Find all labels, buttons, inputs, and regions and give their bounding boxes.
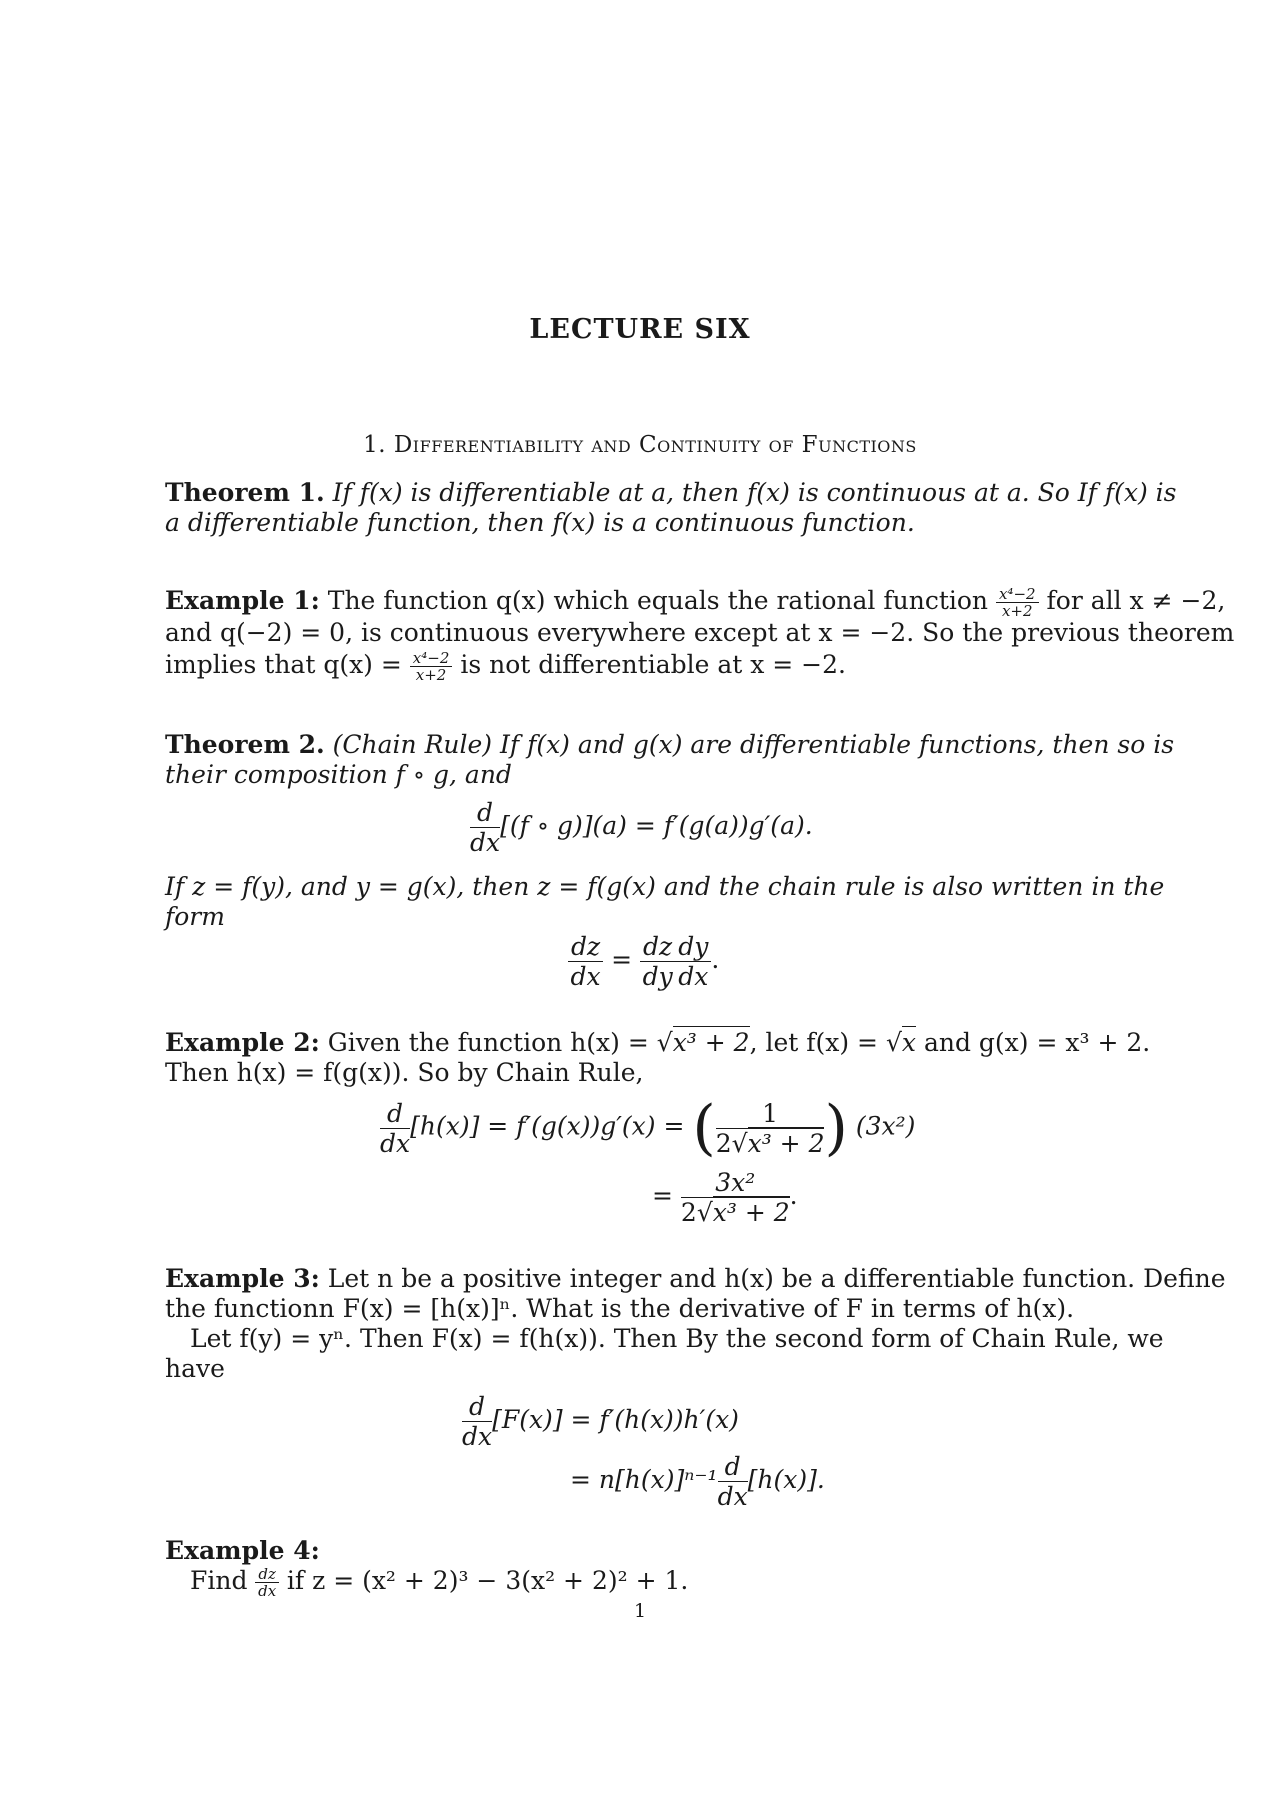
example-3-line-2: the functionn F(x) = [h(x)]ⁿ. What is the derivative of F in terms of h(x). — [165, 1294, 1075, 1323]
factor: (3x²) — [855, 1111, 916, 1141]
derivative-operator — [380, 1099, 410, 1158]
equation-rhs-a: = n[h(x)]ⁿ⁻¹ — [570, 1465, 718, 1494]
theorem-2-line-1 — [165, 730, 1174, 760]
example-1-fraction — [996, 586, 1039, 619]
derivative-operator — [470, 798, 500, 857]
d-numerator: d — [462, 1392, 492, 1422]
period: . — [789, 1181, 798, 1210]
example-4-label: Example 4: — [165, 1536, 320, 1565]
example-1-text-3b: is not differentiable at x = −2. — [460, 650, 846, 679]
theorem-2-label: Theorem 2. — [165, 730, 325, 759]
example-1-fraction-2 — [410, 650, 453, 683]
radicand: x³ + 2 — [712, 1198, 790, 1227]
equals-sign: = — [611, 945, 633, 974]
theorem-2-line-3: If z = f(y), and y = g(x), then z = f(g(x) and the chain rule is also written in the — [165, 872, 1165, 901]
equation-lhs: [h(x)] = f′(g(x))g′(x) = — [410, 1111, 685, 1141]
derivative-operator — [718, 1452, 748, 1511]
example-3-equation-1 — [462, 1392, 739, 1451]
example-2-line-2: Then h(x) = f(g(x)). So by Chain Rule, — [165, 1058, 644, 1087]
theorem-2-line-2: their composition f ∘ g, and — [165, 760, 512, 789]
example-3-equation-2 — [570, 1452, 825, 1511]
leibniz-chain-rule — [568, 932, 719, 991]
example-1-text-3a: implies that q(x) = — [165, 650, 402, 679]
d-numerator: d — [380, 1099, 410, 1129]
denominator: dx — [570, 962, 601, 991]
example-1-line-2: and q(−2) = 0, is continuous everywhere except at x = −2. So the previous theorem — [165, 618, 1235, 647]
fraction-numerator: x⁴−2 — [410, 650, 453, 667]
dx-denominator: dx — [380, 1128, 411, 1158]
dz-dx-fraction — [255, 1566, 279, 1599]
theorem-1-text-1: If f(x) is differentiable at a, then f(x) is continuous at a. So If f(x) is — [332, 478, 1177, 507]
fraction-denominator: x+2 — [415, 666, 447, 684]
theorem-2-text-1: (Chain Rule) If f(x) and g(x) are differentiable functions, then so is — [332, 730, 1175, 759]
right-paren: ) — [824, 1093, 848, 1163]
sqrt-symbol-2: √ — [885, 1028, 902, 1057]
numerator: 3x² — [681, 1168, 790, 1198]
chain-rule-equation — [470, 798, 813, 857]
example-2-text-1c: and g(x) = x³ + 2. — [923, 1028, 1151, 1057]
denominator: 2√x³ + 2 — [715, 1128, 825, 1158]
reciprocal-sqrt-fraction — [716, 1099, 825, 1158]
example-3-line-3: Let f(y) = yⁿ. Then F(x) = f(h(x)). Then By the second form of Chain Rule, we — [190, 1324, 1164, 1353]
denominator: dy — [642, 962, 673, 991]
derivative-operator — [462, 1392, 492, 1451]
numerator: dz — [568, 932, 603, 962]
chain-rule-rhs: [(f ∘ g)](a) = f′(g(a))g′(a). — [500, 811, 813, 840]
equals-sign: = — [652, 1181, 673, 1210]
equation-rhs-b: [h(x)]. — [747, 1465, 825, 1494]
example-1-line-3 — [165, 650, 846, 683]
page-title: LECTURE SIX — [529, 314, 751, 345]
fraction-denominator: x+2 — [1001, 602, 1033, 620]
numerator: dz — [640, 932, 675, 962]
example-1-line-1 — [165, 586, 1225, 619]
example-2-text-1a: Given the function h(x) = — [327, 1028, 649, 1057]
coefficient: 2 — [680, 1198, 697, 1227]
theorem-1-line-2: a differentiable function, then f(x) is a continuous function. — [165, 508, 915, 537]
example-1-label: Example 1: — [165, 586, 320, 615]
dz-dx-fraction — [568, 932, 603, 991]
example-3-line-4: have — [165, 1354, 225, 1383]
theorem-1-line-1 — [165, 478, 1176, 508]
theorem-1-label: Theorem 1. — [165, 478, 325, 507]
example-1-text-1a: The function q(x) which equals the rational function — [327, 586, 989, 615]
d-numerator: d — [470, 798, 500, 828]
theorem-2-line-4: form — [165, 902, 225, 931]
example-2-text-1b: , let f(x) = — [749, 1028, 879, 1057]
example-2-equation-2 — [652, 1168, 798, 1227]
sqrt-symbol-1: √ — [656, 1028, 673, 1057]
result-fraction — [681, 1168, 790, 1227]
sqrt-radicand-1: x³ + 2 — [672, 1028, 750, 1057]
equation-lhs: [F(x)] = f′(h(x))h′(x) — [492, 1405, 739, 1434]
coefficient: 2 — [715, 1128, 732, 1158]
example-2-line-1 — [165, 1028, 1150, 1058]
numerator: dz — [255, 1566, 279, 1583]
find-word: Find — [190, 1566, 248, 1595]
dx-denominator: dx — [470, 828, 501, 857]
example-4-line-1 — [190, 1566, 688, 1599]
d-numerator: d — [718, 1452, 748, 1482]
example-3-text-1: Let n be a positive integer and h(x) be a differentiable function. Define — [327, 1264, 1226, 1293]
radicand: x³ + 2 — [747, 1128, 825, 1158]
example-4-text: if z = (x² + 2)³ − 3(x² + 2)² + 1. — [286, 1566, 689, 1595]
example-2-equation-1 — [380, 1093, 916, 1163]
numerator: dy — [675, 932, 711, 962]
example-3-label: Example 3: — [165, 1264, 320, 1293]
left-paren: ( — [692, 1093, 716, 1163]
example-1-text-1b: for all x ≠ −2, — [1046, 586, 1226, 615]
page-number: 1 — [633, 1600, 647, 1622]
section-heading: 1. Differentiability and Continuity of Functions — [363, 432, 917, 458]
numerator: 1 — [716, 1099, 825, 1129]
dx-denominator: dx — [717, 1482, 748, 1511]
denominator: 2√x³ + 2 — [680, 1198, 790, 1227]
example-3-line-1 — [165, 1264, 1226, 1294]
dz-dy-fraction — [640, 932, 675, 991]
dy-dx-fraction — [675, 932, 711, 991]
sqrt-radicand-2: x — [901, 1028, 917, 1057]
denominator: dx — [678, 962, 709, 991]
dx-denominator: dx — [462, 1422, 493, 1451]
fraction-numerator: x⁴−2 — [996, 586, 1039, 603]
denominator: dx — [258, 1582, 277, 1600]
period: . — [711, 945, 720, 974]
example-2-label: Example 2: — [165, 1028, 320, 1057]
